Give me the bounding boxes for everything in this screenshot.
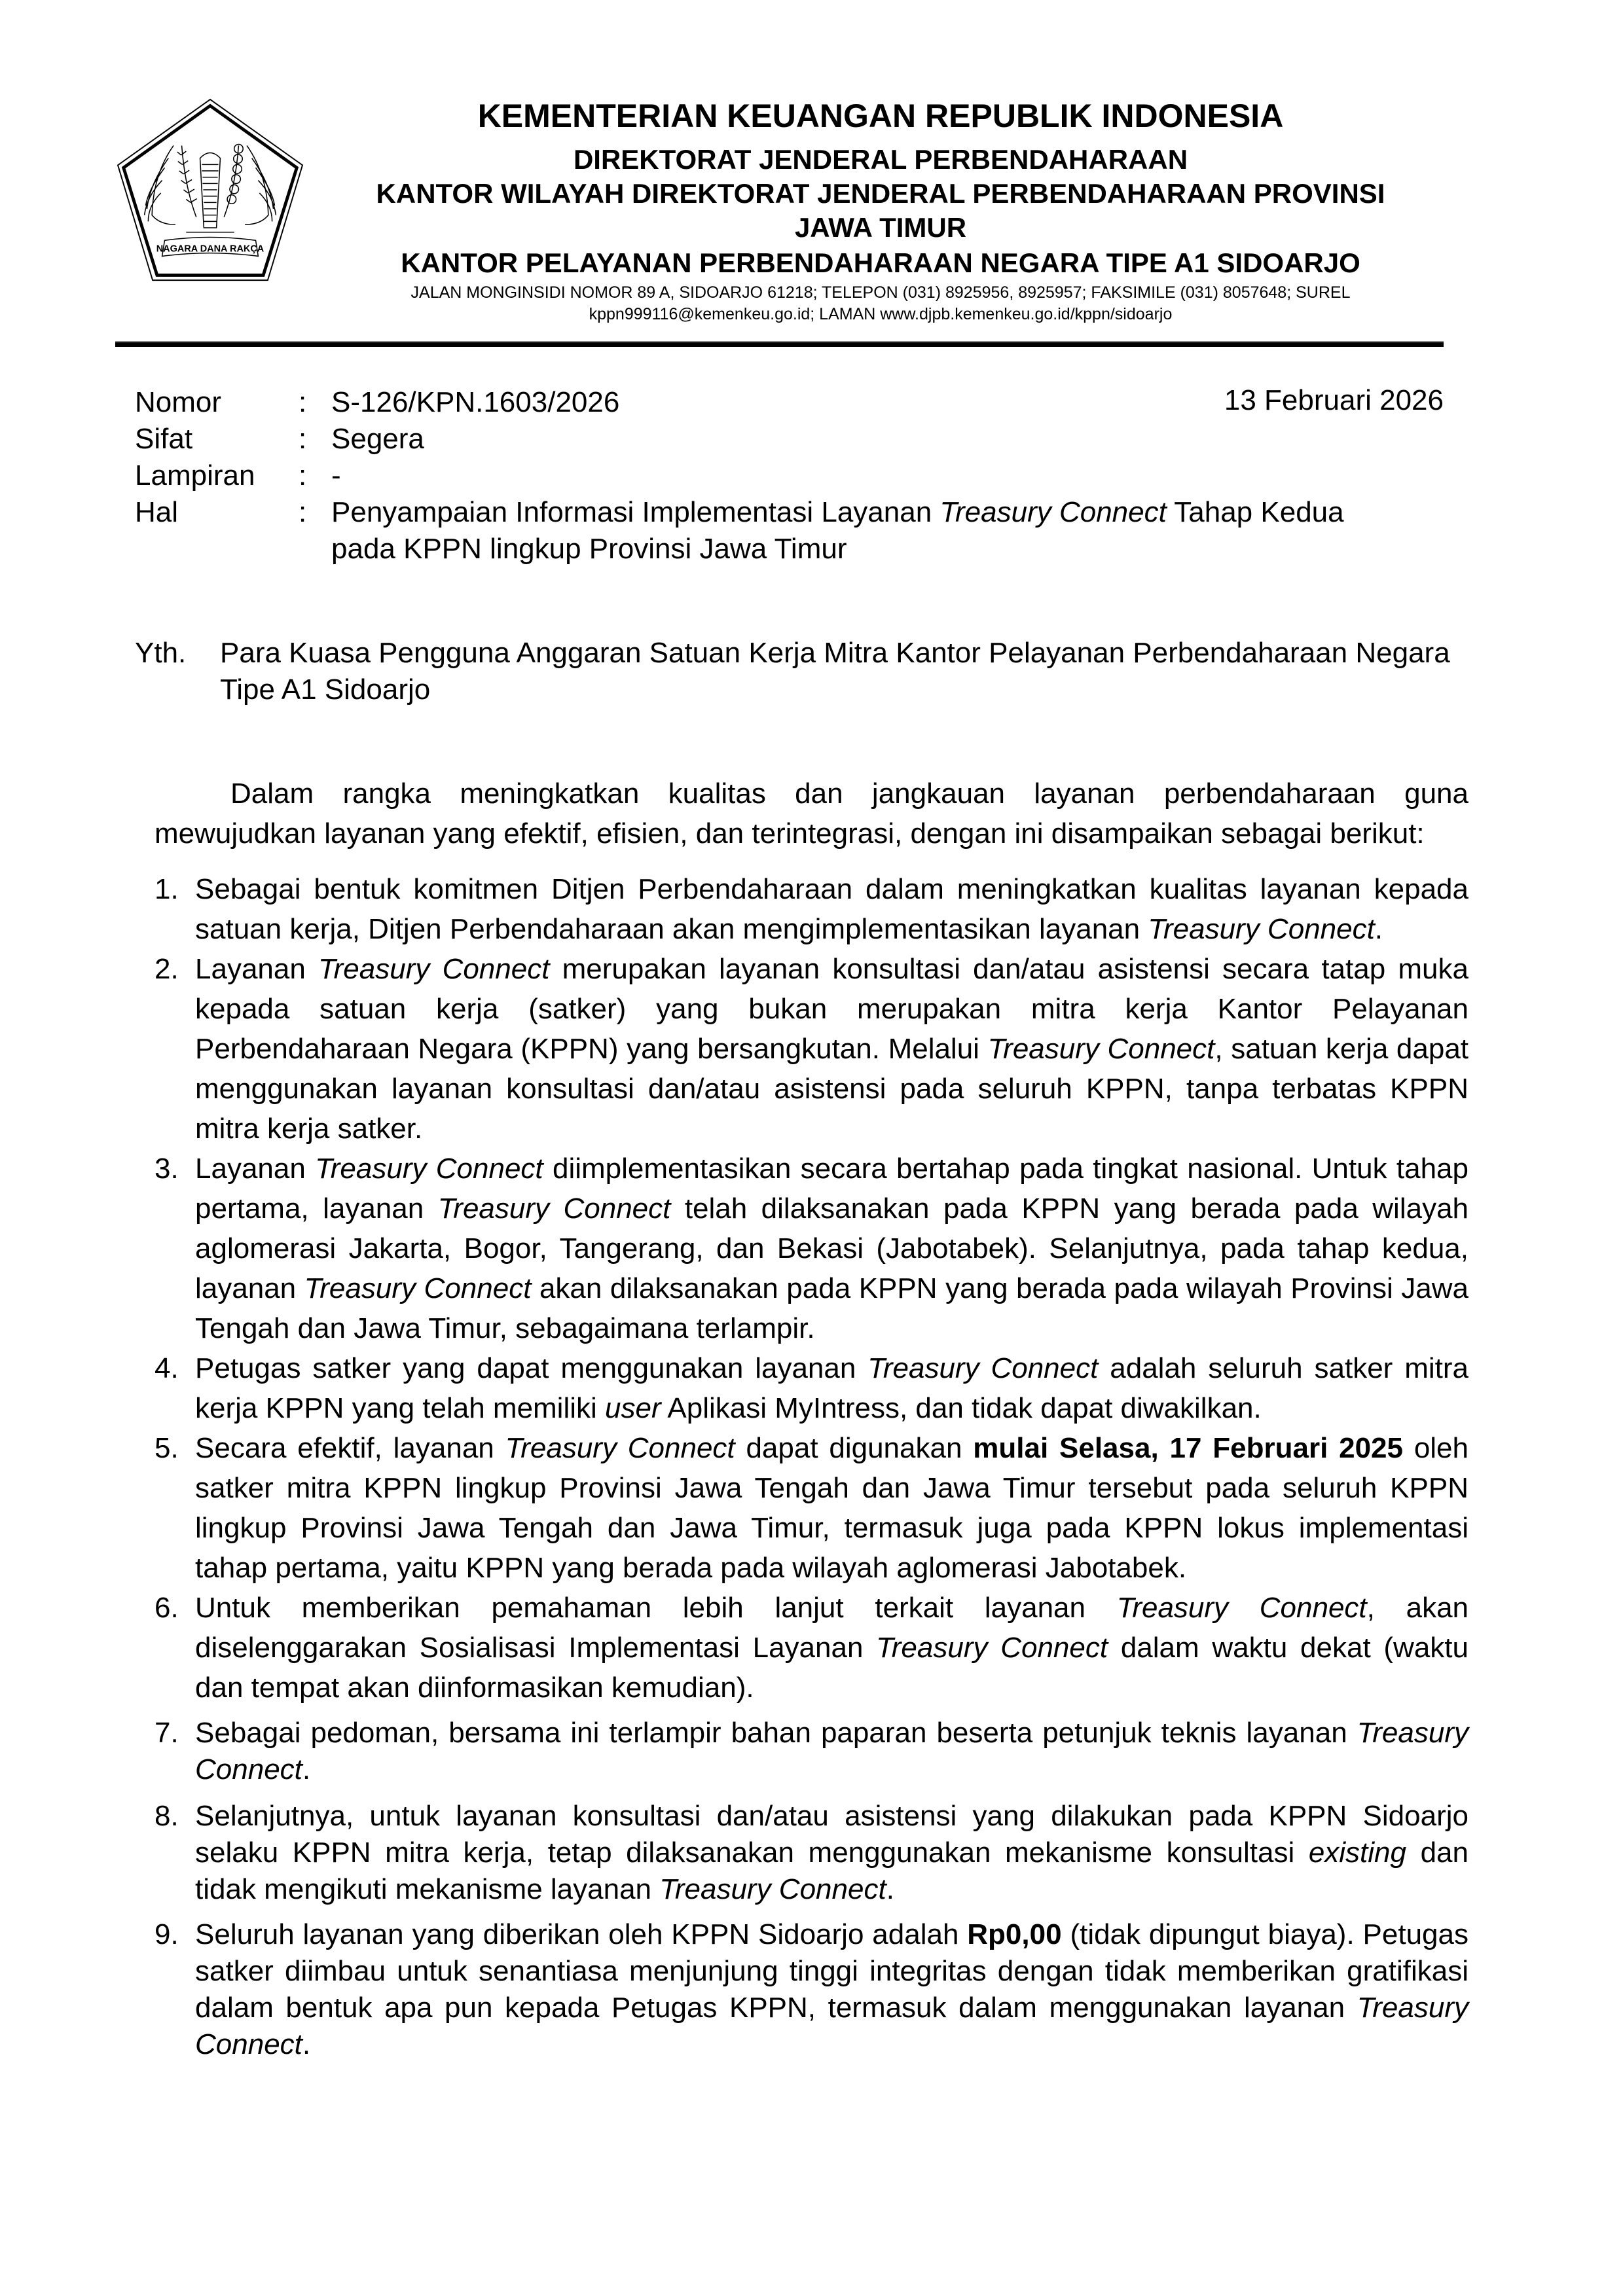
letterhead-directorate: DIREKTORAT JENDERAL PERBENDAHARAAN (573, 144, 1188, 175)
sifat-value: Segera (331, 423, 424, 455)
letterhead-address: JALAN MONGINSIDI NOMOR 89 A, SIDOARJO 61218; TELEPON (031) 8925956, 8925957; FAKSIMILE (031) 8057648; SUREL (410, 283, 1351, 302)
sifat-label: Sifat (135, 423, 193, 455)
kemenkeu-logo-icon (115, 98, 305, 283)
nomor-label: Nomor (135, 386, 222, 418)
list-item: 9. Seluruh layanan yang diberikan oleh KPPN Sidoarjo adalah Rp0,00 (tidak dipungut biaya). Petugas satker diimbau untuk senantiasa menjunjung tinggi integritas dengan tidak memberikan gratifikasi dalam bentuk apa pun kepada Petugas KPPN, termasuk dalam menggunakan layanan Treasury Connect. (155, 1918, 1468, 2060)
letter-date: 13 Februari 2026 (1224, 384, 1444, 416)
nomor-value: S-126/KPN.1603/2026 (331, 386, 620, 418)
addressee-value: Para Kuasa Pengguna Anggaran Satuan Kerja Mitra Kantor Pelayanan Perbendaharaan Negara Tipe A1 Sidoarjo (220, 637, 1450, 706)
list-item: 4. Petugas satker yang dapat menggunakan layanan Treasury Connect adalah seluruh satker mitra kerja KPPN yang telah memiliki user Aplikasi MyIntress, dan tidak dapat diwakilkan. (155, 1352, 1469, 1424)
letterhead-contact: kppn999116@kemenkeu.go.id; LAMAN www.djpb.kemenkeu.go.id/kppn/sidoarjo (589, 305, 1173, 323)
lampiran-value: - (331, 459, 341, 492)
letterhead-divider-thick (115, 342, 1444, 347)
lampiran-label: Lampiran (135, 459, 255, 492)
list-item: 8. Selanjutnya, untuk layanan konsultasi dan/atau asistensi yang dilakukan pada KPPN Sidoarjo selaku KPPN mitra kerja, tetap dilaksanakan menggunakan mekanisme konsultasi existing dan tidak mengikuti mekanisme layanan Treasury Connect. (155, 1800, 1468, 1905)
letterhead-kppn: KANTOR PELAYANAN PERBENDAHARAAN NEGARA TIPE A1 SIDOARJO (401, 247, 1360, 278)
list-item: 5. Secara efektif, layanan Treasury Connect dapat digunakan mulai Selasa, 17 Februari 2025 oleh satker mitra KPPN lingkup Provinsi Jawa Tengah dan Jawa Timur tersebut pada seluruh KPPN lingkup Provinsi Jawa Tengah dan Jawa Timur, termasuk juga pada KPPN lokus implementasi tahap pertama, yaitu KPPN yang berada pada wilayah aglomerasi Jabotabek. (155, 1432, 1469, 1584)
hal-value: Penyampaian Informasi Implementasi Layanan Treasury Connect Tahap Kedua pada KPPN lingkup Provinsi Jawa Timur (331, 496, 1344, 565)
list-item: 1. Sebagai bentuk komitmen Ditjen Perbendaharaan dalam meningkatkan kualitas layanan kepada satuan kerja, Ditjen Perbendaharaan akan mengimplementasikan layanan Treasury Connect. (155, 873, 1468, 945)
list-item: 7. Sebagai pedoman, bersama ini terlampir bahan paparan beserta petunjuk teknis layanan Treasury Connect. (155, 1717, 1468, 1785)
svg-text:NAGARA DANA RAKÇA: NAGARA DANA RAKÇA (156, 243, 264, 255)
intro-paragraph: Dalam rangka meningkatkan kualitas dan jangkauan layanan perbendaharaan guna mewujudkan layanan yang efektif, efisien, dan terintegrasi, dengan ini disampaikan sebagai berikut: (155, 778, 1468, 850)
letterhead-province: JAWA TIMUR (794, 212, 967, 243)
list-item: 2. Layanan Treasury Connect merupakan layanan konsultasi dan/atau asistensi secara tatap muka kepada satuan kerja (satker) yang bukan merupakan mitra kerja Kantor Pelayanan Perbendaharaan Negara (KPPN) yang bersangkutan. Melalui Treasury Connect, satuan kerja dapat menggunakan layanan konsultasi dan/atau asistensi pada seluruh KPPN, tanpa terbatas KPPN mitra kerja satker. (155, 953, 1469, 1145)
addressee-label: Yth. (135, 637, 187, 669)
list-item: 3. Layanan Treasury Connect diimplementasikan secara bertahap pada tingkat nasional. Untuk tahap pertama, layanan Treasury Connect telah dilaksanakan pada KPPN yang berada pada wilayah aglomerasi Jakarta, Bogor, Tangerang, dan Bekasi (Jabotabek). Selanjutnya, pada tahap kedua, layanan Treasury Connect akan dilaksanakan pada KPPN yang berada pada wilayah Provinsi Jawa Tengah dan Jawa Timur, sebagaimana terlampir. (155, 1153, 1469, 1344)
letterhead-ministry: KEMENTERIAN KEUANGAN REPUBLIK INDONESIA (477, 98, 1284, 134)
list-item: 6. Untuk memberikan pemahaman lebih lanjut terkait layanan Treasury Connect, akan diselenggarakan Sosialisasi Implementasi Layanan Treasury Connect dalam waktu dekat (waktu dan tempat akan diinformasikan kemudian). (155, 1592, 1469, 1704)
letterhead-regional-office: KANTOR WILAYAH DIREKTORAT JENDERAL PERBENDAHARAAN PROVINSI (376, 178, 1385, 209)
hal-label: Hal (135, 496, 179, 528)
